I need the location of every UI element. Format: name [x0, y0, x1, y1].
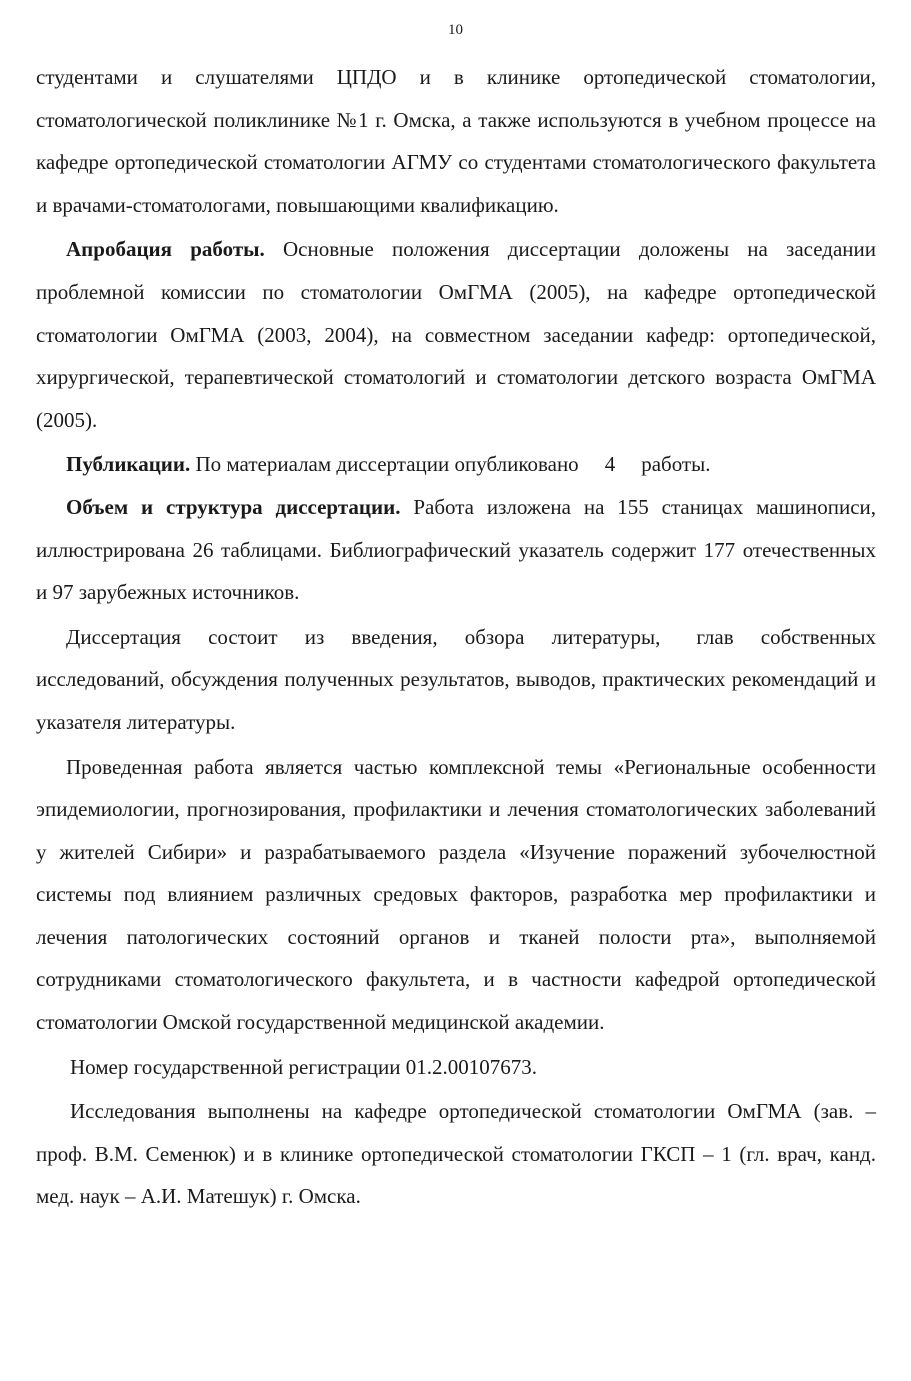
- paragraph-registration: Номер государственной регистрации 01.2.00107673.: [70, 1054, 538, 1079]
- paragraph-publications: [36, 443, 876, 486]
- paragraph-implementation: студентами и слушателями ЦПДО и в клинике ортопедической стоматологии, стоматологической поликлинике №1 г. Омска, а также используются в учебном процессе на кафедре ортопедической стоматологии АГМУ со студентами стоматологического факультета и врачами-стоматологами, повышающими квалификацию.: [36, 65, 876, 217]
- approbation-text: Основные положения диссертации доложены на заседании проблемной комиссии по стоматологии ОмГМА (2005), на кафедре ортопедической стоматологии ОмГМА (2003, 2004), на совместном заседании кафедр: ортопедической, хирургической, терапевтической стоматологий и стоматологии детского возраста ОмГМА (2005).: [36, 237, 877, 432]
- publications-count: 4: [604, 452, 616, 477]
- publications-tail: работы.: [641, 452, 711, 477]
- document-body: [36, 56, 876, 1218]
- paragraph-theme: Проведенная работа является частью комплексной темы «Региональные особенности эпидемиологии, прогнозирования, профилактики и лечения стоматологических заболеваний у жителей Сибири» и разрабатываемого раздела «Изучение поражений зубочелюстной системы под влиянием различных средовых факторов, разработка мер профилактики и лечения патологических состояний органов и тканей полости рта», выполняемой сотрудниками стоматологического факультета, и в частности кафедрой ортопедической стоматологии Омской государственной медицинской академии.: [36, 754, 876, 1035]
- structure-text: Работа изложена на 155 станицах машинописи, иллюстрирована 26 таблицами. Библиографический указатель содержит 177 отечественных и 97 зарубежных источников.: [36, 494, 877, 605]
- approbation-heading: Апробация работы.: [66, 237, 265, 262]
- paragraph-composition: [36, 616, 876, 744]
- composition-text-a: Диссертация состоит из введения, обзора литературы,: [66, 624, 661, 649]
- page-number: 10: [448, 22, 463, 38]
- paragraph-location: Исследования выполнены на кафедре ортопедической стоматологии ОмГМА (зав. – проф. В.М. Семенюк) и в клинике ортопедической стоматологии ГКСП – 1 (гл. врач, канд. мед. наук – А.И. Матешук) г. Омска.: [36, 1099, 876, 1209]
- publications-text: По материалам диссертации опубликовано: [190, 452, 579, 477]
- publications-heading: Публикации.: [66, 452, 191, 477]
- paragraph-approbation: [36, 228, 876, 441]
- paragraph-structure: [36, 486, 876, 614]
- composition-text-b: глав собственных исследований, обсуждения полученных результатов, выводов, практических рекомендаций и указателя литературы.: [36, 624, 876, 734]
- structure-heading: Объем и структура диссертации.: [66, 494, 401, 519]
